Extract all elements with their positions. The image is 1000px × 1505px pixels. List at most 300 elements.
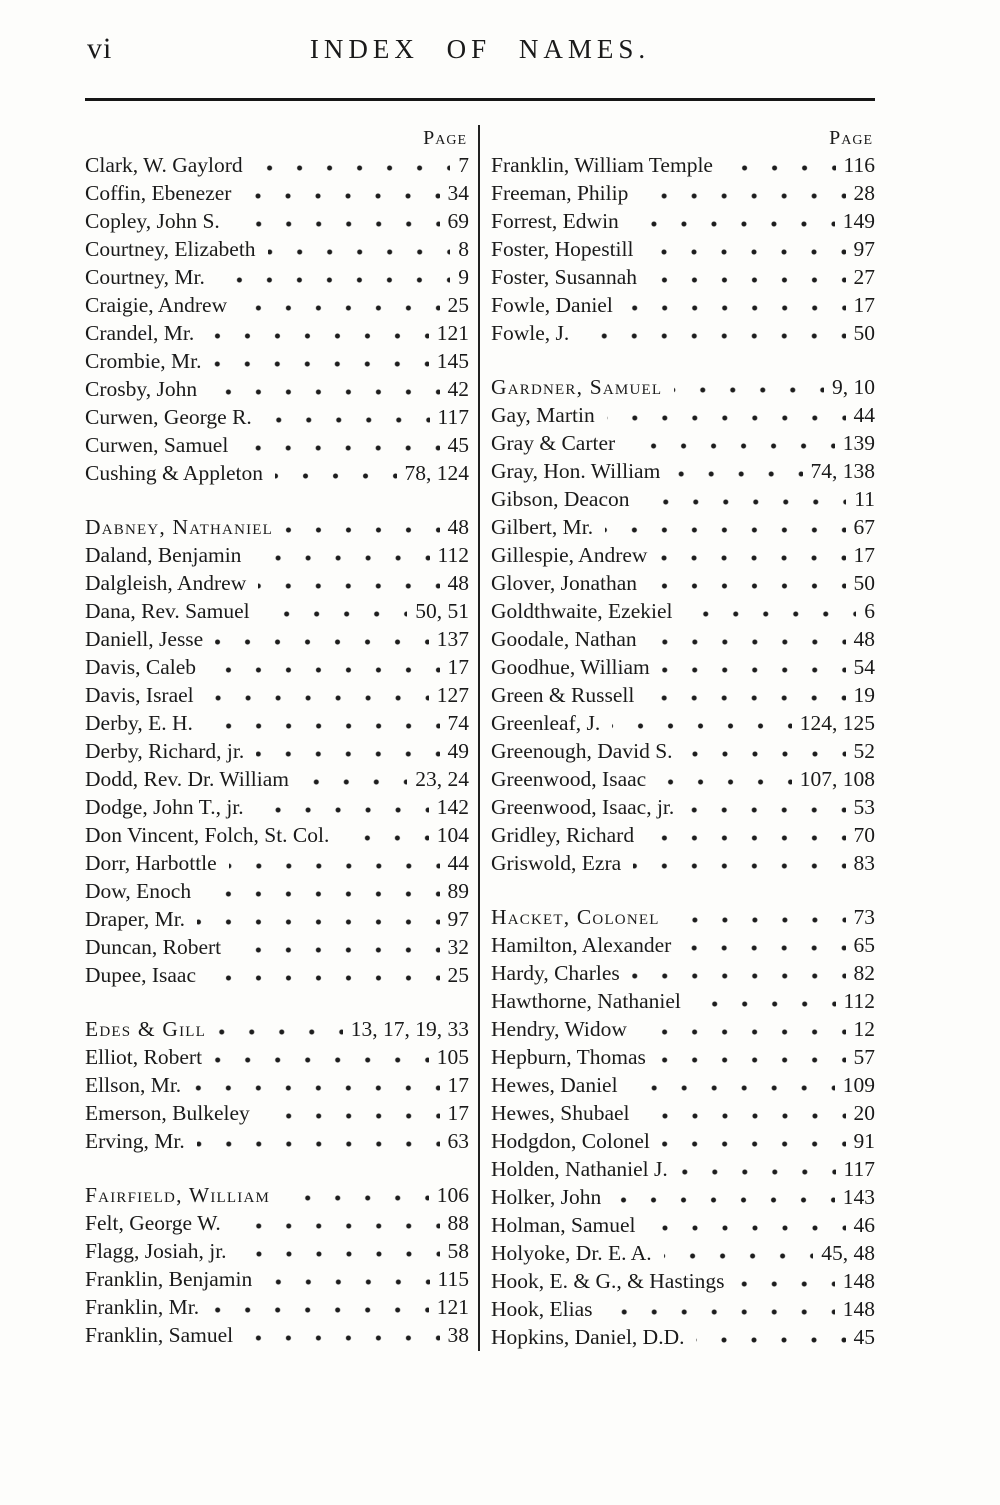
entry-name: Freeman, Philip	[491, 181, 629, 205]
index-entry	[491, 235, 875, 263]
entry-name: Courtney, Mr.	[85, 265, 205, 289]
dot-leader	[275, 459, 397, 487]
index-entry	[85, 235, 469, 263]
entry-page-number: 73	[853, 905, 875, 929]
entry-page-number: 124, 125	[799, 711, 875, 735]
entry-name: Crosby, John	[85, 377, 198, 401]
index-entry	[491, 625, 875, 653]
entry-page-number: 70	[853, 823, 875, 847]
entry-name: Holman, Samuel	[491, 1213, 636, 1237]
entry-name: Copley, John S.	[85, 209, 220, 233]
entry-name: Gibson, Deacon	[491, 487, 630, 511]
entry-page-number: 142	[436, 795, 469, 819]
entry-name: Daniell, Jesse	[85, 627, 204, 651]
entry-page-number: 17	[853, 293, 875, 317]
page-header	[85, 24, 875, 74]
entry-page-number: 44	[447, 851, 469, 875]
dot-leader	[646, 681, 845, 709]
index-column-left	[85, 125, 469, 1351]
index-entry	[491, 457, 875, 485]
index-entry	[85, 933, 469, 961]
index-entry	[85, 207, 469, 235]
dot-leader	[243, 179, 439, 207]
entry-page-number: 48	[447, 515, 469, 539]
dot-leader	[649, 569, 845, 597]
index-entry	[491, 513, 875, 541]
dot-leader	[197, 1127, 440, 1155]
dot-leader	[229, 849, 440, 877]
entry-page-number: 137	[436, 627, 469, 651]
dot-leader	[642, 1099, 846, 1127]
dot-leader	[662, 653, 846, 681]
entry-page-number: 46	[853, 1213, 875, 1237]
dot-leader	[613, 1183, 835, 1211]
dot-leader	[209, 375, 439, 403]
entry-name: Courtney, Elizabeth	[85, 237, 256, 261]
dot-leader	[648, 1211, 846, 1239]
dot-leader	[341, 821, 428, 849]
dot-leader	[612, 709, 792, 737]
dot-leader	[208, 961, 439, 989]
entry-page-number: 42	[447, 377, 469, 401]
entry-name: Gay, Martin	[491, 403, 595, 427]
dot-leader	[205, 709, 440, 737]
entry-name: Daland, Benjamin	[85, 543, 242, 567]
index-entry	[491, 737, 875, 765]
entry-name: Franklin, Benjamin	[85, 1267, 253, 1291]
entry-page-number: 121	[436, 1295, 469, 1319]
entry-page-number: 20	[853, 1101, 875, 1125]
entry-page-number: 105	[436, 1045, 469, 1069]
entry-name: Franklin, Samuel	[85, 1323, 234, 1347]
index-entry	[85, 1099, 469, 1127]
index-entry	[85, 1265, 469, 1293]
dot-leader	[693, 987, 836, 1015]
dot-leader	[631, 207, 835, 235]
index-entry	[85, 403, 469, 431]
entry-page-number: 117	[437, 405, 469, 429]
dot-leader	[197, 905, 439, 933]
entry-page-number: 109	[842, 1073, 875, 1097]
index-entry	[85, 179, 469, 207]
dot-leader	[215, 625, 429, 653]
entry-page-number: 139	[842, 431, 875, 455]
index-entry	[85, 905, 469, 933]
dot-leader	[662, 1127, 846, 1155]
folio-number: vi	[87, 32, 113, 65]
entry-name: Edes & Gill	[85, 1017, 206, 1041]
page-column-label: Page	[829, 127, 873, 149]
entry-page-number: 112	[437, 543, 469, 567]
dot-leader	[672, 903, 846, 931]
dot-leader	[233, 933, 439, 961]
entry-page-number: 13, 17, 19, 33	[350, 1017, 469, 1041]
entry-name: Gilbert, Mr.	[491, 515, 594, 539]
dot-leader	[268, 235, 451, 263]
entry-page-number: 38	[447, 1323, 469, 1347]
index-entry	[85, 1127, 469, 1155]
dot-leader	[664, 1239, 814, 1267]
index-entry	[85, 597, 469, 625]
dot-leader	[213, 347, 428, 375]
dot-leader	[258, 569, 439, 597]
entry-page-number: 149	[842, 209, 875, 233]
dot-leader	[625, 291, 846, 319]
entry-name: Holden, Nathaniel J.	[491, 1157, 668, 1181]
index-entry	[491, 541, 875, 569]
dot-leader	[232, 207, 440, 235]
entry-name: Fowle, J.	[491, 321, 570, 345]
dot-leader	[239, 1237, 440, 1265]
dot-leader	[607, 401, 846, 429]
entry-name: Fowle, Daniel	[491, 293, 613, 317]
entry-name: Emerson, Bulkeley	[85, 1101, 250, 1125]
entry-list-right	[491, 151, 875, 1351]
entry-page-number: 74, 138	[810, 459, 875, 483]
index-entry	[491, 931, 875, 959]
index-entry	[85, 263, 469, 291]
index-entry	[491, 485, 875, 513]
entry-name: Franklin, William Temple	[491, 153, 713, 177]
index-entry	[85, 737, 469, 765]
index-entry	[85, 1181, 469, 1209]
entry-name: Hewes, Daniel	[491, 1073, 618, 1097]
dot-leader	[253, 541, 429, 569]
entry-name: Draper, Mr.	[85, 907, 186, 931]
entry-page-number: 45	[447, 433, 469, 457]
index-entry	[85, 319, 469, 347]
dot-leader	[632, 959, 846, 987]
dot-leader	[658, 1043, 846, 1071]
entry-page-number: 25	[447, 963, 469, 987]
dot-leader	[737, 1267, 835, 1295]
header-rule	[85, 98, 875, 101]
entry-page-number: 91	[853, 1129, 875, 1153]
entry-name: Hacket, Colonel	[491, 905, 660, 929]
entry-page-number: 32	[447, 935, 469, 959]
index-entry	[491, 1239, 875, 1267]
index-entry	[85, 347, 469, 375]
dot-leader	[680, 1155, 836, 1183]
entry-name: Hewes, Shubael	[491, 1101, 630, 1125]
entry-name: Fairfield, William	[85, 1183, 271, 1207]
dot-leader	[206, 681, 429, 709]
entry-name: Coffin, Ebenezer	[85, 181, 232, 205]
index-entry	[85, 765, 469, 793]
dot-leader	[649, 625, 846, 653]
entry-page-number: 82	[853, 961, 875, 985]
index-entry	[85, 291, 469, 319]
entry-name: Curwen, George R.	[85, 405, 252, 429]
entry-name: Franklin, Mr.	[85, 1295, 200, 1319]
entry-page-number: 17	[447, 1073, 469, 1097]
entry-name: Hendry, Widow	[491, 1017, 627, 1041]
entry-page-number: 145	[436, 349, 469, 373]
entry-page-number: 107, 108	[799, 767, 875, 791]
dot-leader	[262, 1099, 440, 1127]
entry-page-number: 52	[853, 739, 875, 763]
dot-leader	[696, 1323, 845, 1351]
entry-page-number: 12	[853, 1017, 875, 1041]
entry-name: Duncan, Robert	[85, 935, 222, 959]
entry-page-number: 58	[447, 1239, 469, 1263]
entry-page-number: 115	[437, 1267, 469, 1291]
dot-leader	[639, 1015, 846, 1043]
index-entry	[491, 263, 875, 291]
dot-leader	[645, 235, 845, 263]
entry-name: Foster, Hopestill	[491, 237, 634, 261]
dot-leader	[659, 541, 845, 569]
entry-name: Foster, Susannah	[491, 265, 638, 289]
entry-page-number: 97	[853, 237, 875, 261]
index-entry	[85, 1071, 469, 1099]
dot-leader	[685, 737, 846, 765]
index-entry	[491, 569, 875, 597]
entry-page-number: 44	[853, 403, 875, 427]
entry-name: Gillespie, Andrew	[491, 543, 648, 567]
index-entry	[85, 1321, 469, 1349]
entry-page-number: 97	[447, 907, 469, 931]
dot-leader	[255, 151, 451, 179]
entry-page-number: 69	[447, 209, 469, 233]
dot-leader	[605, 513, 845, 541]
entry-page-number: 89	[447, 879, 469, 903]
dot-leader	[686, 793, 845, 821]
index-entry	[491, 849, 875, 877]
entry-page-number: 78, 124	[404, 461, 469, 485]
index-entry	[85, 1015, 469, 1043]
entry-page-number: 49	[447, 739, 469, 763]
index-entry	[491, 1295, 875, 1323]
index-entry	[491, 291, 875, 319]
dot-leader	[285, 513, 439, 541]
dot-leader	[627, 429, 835, 457]
index-entry	[491, 1071, 875, 1099]
entry-name: Davis, Caleb	[85, 655, 197, 679]
index-entry	[85, 1237, 469, 1265]
index-entry	[85, 541, 469, 569]
entry-name: Clark, W. Gaylord	[85, 153, 243, 177]
index-entry	[85, 793, 469, 821]
entry-page-number: 19	[853, 683, 875, 707]
index-entry	[491, 987, 875, 1015]
entry-name: Gray & Carter	[491, 431, 616, 455]
index-entry	[85, 849, 469, 877]
dot-leader	[240, 431, 439, 459]
entry-name: Elliot, Robert	[85, 1045, 203, 1069]
index-entry	[491, 903, 875, 931]
entry-name: Erving, Mr.	[85, 1129, 185, 1153]
index-entry	[491, 1211, 875, 1239]
entry-page-number: 106	[436, 1183, 469, 1207]
entry-name: Derby, Richard, jr.	[85, 739, 245, 763]
entry-page-number: 65	[853, 933, 875, 957]
entry-name: Greenough, David S.	[491, 739, 673, 763]
dot-leader	[211, 1293, 429, 1321]
entry-page-number: 104	[436, 823, 469, 847]
entry-page-number: 8	[458, 237, 469, 261]
dot-leader	[218, 1015, 343, 1043]
entry-name: Cushing & Appleton	[85, 461, 263, 485]
entry-name: Hook, E. & G., & Hastings	[491, 1269, 725, 1293]
entry-page-number: 17	[447, 655, 469, 679]
index-entry	[491, 151, 875, 179]
entry-name: Gridley, Richard	[491, 823, 635, 847]
entry-page-number: 88	[447, 1211, 469, 1235]
entry-page-number: 45	[853, 1325, 875, 1349]
index-entry	[85, 375, 469, 403]
entry-page-number: 53	[853, 795, 875, 819]
index-entry	[85, 431, 469, 459]
entry-page-number: 50	[853, 571, 875, 595]
entry-name: Hodgdon, Colonel	[491, 1129, 650, 1153]
entry-name: Craigie, Andrew	[85, 293, 228, 317]
dot-leader	[193, 1071, 439, 1099]
entry-name: Don Vincent, Folch, St. Col.	[85, 823, 330, 847]
index-entry	[491, 1183, 875, 1211]
dot-leader	[633, 849, 845, 877]
entry-name: Gardner, Samuel	[491, 375, 663, 399]
index-entry	[491, 1043, 875, 1071]
dot-leader	[725, 151, 836, 179]
index-entry	[491, 179, 875, 207]
entry-name: Crombie, Mr.	[85, 349, 202, 373]
dot-leader	[674, 373, 824, 401]
entry-page-number: 34	[447, 181, 469, 205]
entry-name: Dorr, Harbottle	[85, 851, 217, 875]
entry-page-number: 7	[458, 153, 469, 177]
dot-leader	[245, 1321, 439, 1349]
index-entry	[85, 961, 469, 989]
index-entry	[491, 319, 875, 347]
index-entry	[85, 1209, 469, 1237]
index-entry	[491, 373, 875, 401]
index-entry	[85, 709, 469, 737]
entry-name: Flagg, Josiah, jr.	[85, 1239, 227, 1263]
dot-leader	[646, 821, 845, 849]
entry-name: Curwen, Samuel	[85, 433, 229, 457]
entry-page-number: 45, 48	[821, 1241, 875, 1265]
entry-name: Griswold, Ezra	[491, 851, 622, 875]
entry-page-number: 54	[853, 655, 875, 679]
entry-page-number: 116	[843, 153, 875, 177]
entry-page-number: 28	[853, 181, 875, 205]
entry-name: Dodd, Rev. Dr. William	[85, 767, 289, 791]
dot-leader	[649, 263, 845, 291]
entry-page-number: 148	[842, 1269, 875, 1293]
index-entry	[491, 653, 875, 681]
dot-leader	[683, 931, 845, 959]
index-entry	[491, 401, 875, 429]
entry-name: Dupee, Isaac	[85, 963, 197, 987]
index-entry	[491, 597, 875, 625]
dot-leader	[264, 403, 430, 431]
entry-list-left	[85, 151, 469, 1349]
index-entry	[491, 765, 875, 793]
index-entry	[85, 1043, 469, 1071]
entry-page-number: 127	[436, 683, 469, 707]
entry-name: Hardy, Charles	[491, 961, 620, 985]
dot-leader	[214, 1043, 429, 1071]
dot-leader	[630, 1071, 835, 1099]
entry-page-number: 63	[447, 1129, 469, 1153]
entry-name: Greenleaf, J.	[491, 711, 601, 735]
index-entry	[85, 821, 469, 849]
entry-page-number: 83	[853, 851, 875, 875]
entry-page-number: 57	[853, 1045, 875, 1069]
entry-page-number: 50, 51	[415, 599, 469, 623]
entry-name: Derby, E. H.	[85, 711, 193, 735]
index-entry	[491, 821, 875, 849]
dot-leader	[206, 319, 428, 347]
entry-page-number: 50	[853, 321, 875, 345]
dot-leader	[233, 1209, 440, 1237]
entry-name: Dodge, John T., jr.	[85, 795, 244, 819]
index-entry	[491, 1267, 875, 1295]
entry-name: Gray, Hon. William	[491, 459, 661, 483]
entry-page-number: 9, 10	[832, 375, 875, 399]
entry-name: Green & Russell	[491, 683, 635, 707]
dot-leader	[208, 653, 439, 681]
index-columns	[85, 125, 875, 1351]
entry-page-number: 25	[447, 293, 469, 317]
index-entry	[85, 1293, 469, 1321]
entry-name: Goldthwaite, Ezekiel	[491, 599, 673, 623]
entry-name: Felt, George W.	[85, 1211, 221, 1235]
entry-name: Dana, Rev. Samuel	[85, 599, 250, 623]
entry-name: Ellson, Mr.	[85, 1073, 182, 1097]
entry-name: Glover, Jonathan	[491, 571, 638, 595]
index-entry	[491, 1155, 875, 1183]
entry-name: Holker, John	[491, 1185, 602, 1209]
entry-page-number: 148	[842, 1297, 875, 1321]
dot-leader	[203, 877, 439, 905]
dot-leader	[672, 457, 802, 485]
index-entry	[491, 1127, 875, 1155]
index-entry	[85, 151, 469, 179]
dot-leader	[282, 1181, 429, 1209]
entry-name: Hook, Elias	[491, 1297, 593, 1321]
entry-page-number: 117	[843, 1157, 875, 1181]
dot-leader	[581, 319, 845, 347]
index-entry	[85, 681, 469, 709]
entry-page-number: 6	[864, 599, 875, 623]
entry-page-number: 27	[853, 265, 875, 289]
index-entry	[85, 877, 469, 905]
entry-page-number: 67	[853, 515, 875, 539]
entry-page-number: 74	[447, 711, 469, 735]
column-divider-rule	[478, 125, 480, 1351]
dot-leader	[239, 291, 439, 319]
entry-page-number: 23, 24	[415, 767, 469, 791]
entry-name: Goodale, Nathan	[491, 627, 637, 651]
entry-page-number: 48	[447, 571, 469, 595]
index-entry	[491, 207, 875, 235]
index-entry	[491, 709, 875, 737]
entry-name: Greenwood, Isaac	[491, 767, 647, 791]
page-column-label: Page	[423, 127, 467, 149]
index-entry	[491, 959, 875, 987]
entry-name: Greenwood, Isaac, jr.	[491, 795, 675, 819]
index-entry	[85, 459, 469, 487]
index-entry	[491, 681, 875, 709]
dot-leader	[605, 1295, 835, 1323]
index-entry	[491, 1323, 875, 1351]
index-column-right	[491, 125, 875, 1351]
dot-leader	[685, 597, 857, 625]
entry-page-number: 48	[853, 627, 875, 651]
dot-leader	[262, 597, 408, 625]
